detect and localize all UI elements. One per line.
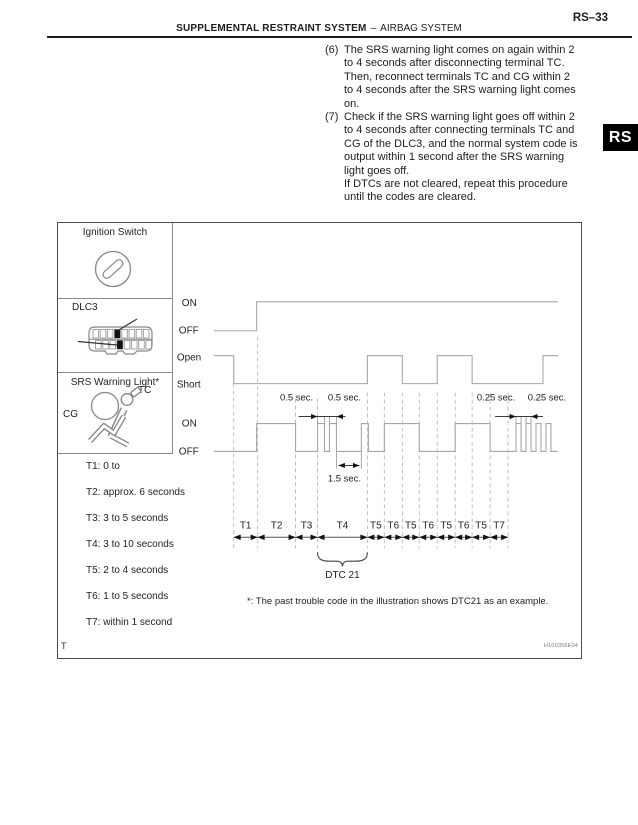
interval-definition: T1: 0 to	[86, 461, 120, 472]
measure-arrowhead	[510, 414, 516, 419]
dtc-label: DTC 21	[325, 570, 360, 582]
interval-arrowhead	[395, 534, 402, 540]
step-text	[344, 44, 576, 111]
cg-pointer-line	[78, 342, 117, 346]
interval-arrowhead	[251, 534, 258, 540]
dlc3-pins-bottom-row	[96, 341, 152, 350]
step-text-line: output within 1 second after the SRS warning	[344, 151, 565, 164]
ignition-switch-icon	[58, 243, 172, 298]
interval-label: T6	[457, 520, 470, 532]
dlc3-pin	[107, 330, 113, 339]
interval-arrowhead	[360, 534, 367, 540]
interval-arrowhead	[402, 534, 409, 540]
dlc3-pin	[129, 330, 135, 339]
dlc3-pin	[136, 330, 142, 339]
dlc3-pin	[146, 341, 152, 350]
dlc3-pin	[100, 330, 106, 339]
interval-definition: T3: 3 to 5 seconds	[86, 513, 169, 524]
interval-label: T5	[404, 520, 417, 532]
dlc3-pin	[132, 341, 138, 350]
dlc3-pin	[143, 330, 149, 339]
step-text	[344, 111, 578, 205]
duration-label: 0.25 sec.	[527, 392, 567, 404]
duration-label: 1.5 sec.	[327, 473, 362, 485]
dlc3-pin	[96, 341, 102, 350]
tc-pointer-line	[118, 319, 137, 331]
interval-label: T5	[440, 520, 453, 532]
interval-definition: T2: approx. 6 seconds	[86, 487, 185, 498]
interval-arrowhead	[412, 534, 419, 540]
interval-label: T4	[336, 520, 349, 532]
interval-label: T7	[493, 520, 505, 532]
panel-label-srs-warning-light: SRS Warning Light*	[70, 377, 160, 388]
interval-label: T6	[387, 520, 400, 532]
interval-arrowhead	[455, 534, 462, 540]
header-title-separator: –	[370, 23, 377, 34]
waveform-srs-warning-light	[214, 424, 558, 452]
section-tab: RS	[603, 124, 638, 151]
panel-ignition-switch	[58, 223, 172, 299]
interval-label: T3	[300, 520, 313, 532]
figure-code: H100356E04	[543, 643, 578, 649]
interval-arrowhead	[289, 534, 296, 540]
interval-definition: T6: 1 to 5 seconds	[86, 591, 169, 602]
measure-arrowhead	[353, 463, 359, 468]
step-number: (7)	[325, 111, 339, 124]
panel-label-ignition-switch: Ignition Switch	[82, 227, 148, 238]
interval-arrowhead	[311, 534, 318, 540]
panel-srs-warning-light	[58, 373, 172, 454]
corner-mark: T	[61, 641, 67, 651]
dlc3-pins-top-row	[93, 330, 149, 339]
dlc3-pin	[93, 330, 99, 339]
dlc3-pin	[124, 341, 130, 350]
step-text-line: CG of the DLC3, and the normal system code is	[344, 137, 578, 150]
step-text-line: to 4 seconds after the SRS warning light comes	[344, 84, 576, 97]
interval-definition: T4: 3 to 10 seconds	[86, 539, 174, 550]
cg-pin-label: CG	[63, 409, 78, 420]
signal-level-label: ON	[181, 418, 197, 430]
dlc3-connector-icon	[58, 299, 172, 372]
step-text-line: to 4 seconds after disconnecting terminal TC.	[344, 57, 565, 70]
interval-arrowhead	[296, 534, 303, 540]
step-text-line: The SRS warning light comes on again within 2	[344, 44, 575, 56]
signal-level-label: Open	[176, 352, 202, 364]
page-number: RS–33	[572, 12, 608, 24]
step-text-line: until the codes are cleared.	[344, 191, 477, 204]
interval-arrowhead	[419, 534, 426, 540]
waveform-dlc3-tc-cg-terminal	[214, 356, 558, 384]
step-number: (6)	[325, 44, 339, 56]
measure-arrowhead	[531, 414, 537, 419]
interval-arrowhead	[465, 534, 472, 540]
step-text-line: to 4 seconds after connecting terminals TC and	[344, 124, 575, 137]
step-text-line: on.	[344, 97, 360, 110]
interval-label: T5	[475, 520, 487, 532]
interval-arrowhead	[448, 534, 455, 540]
interval-label: T2	[270, 520, 283, 532]
interval-label: T6	[422, 520, 435, 532]
dtc-brace	[318, 552, 368, 566]
interval-arrowhead	[501, 534, 508, 540]
step-text-line: Check if the SRS warning light goes off within 2	[344, 111, 575, 124]
interval-arrowhead	[430, 534, 437, 540]
dlc3-pin	[139, 341, 145, 350]
duration-label: 0.5 sec.	[279, 392, 314, 404]
procedure-steps	[325, 44, 619, 205]
header-title-sub: AIRBAG SYSTEM	[380, 23, 462, 34]
interval-label: T5	[370, 520, 382, 532]
interval-label: T1	[239, 520, 252, 532]
tc-pin-label: TC	[138, 385, 152, 396]
interval-definitions	[86, 461, 185, 643]
interval-arrowhead	[472, 534, 479, 540]
duration-label: 0.25 sec.	[476, 392, 516, 404]
signal-level-label: ON	[181, 297, 197, 309]
legend-column	[58, 223, 173, 454]
measure-arrowhead	[336, 414, 342, 419]
panel-label-dlc3: DLC3	[72, 302, 98, 313]
tc-pin	[115, 330, 121, 339]
interval-arrowhead	[384, 534, 391, 540]
step-text-line: light goes off.	[344, 164, 410, 177]
procedure-step	[325, 44, 619, 111]
step-text-line: If DTCs are not cleared, repeat this procedure	[344, 178, 568, 191]
interval-arrowhead	[258, 534, 265, 540]
dlc3-pin	[122, 330, 128, 339]
figure-box	[57, 222, 582, 659]
interval-definition: T5: 2 to 4 seconds	[86, 565, 169, 576]
interval-arrowhead	[234, 534, 241, 540]
step-text-line: Then, reconnect terminals TC and CG within 2	[344, 70, 571, 83]
interval-arrowhead	[367, 534, 374, 540]
header-title	[0, 23, 638, 34]
dlc3-pin	[103, 341, 109, 350]
interval-arrowhead	[490, 534, 497, 540]
duration-label: 0.5 sec.	[327, 392, 362, 404]
figure-footnote: *: The past trouble code in the illustration shows DTC21 as an example.	[247, 596, 549, 607]
measure-arrowhead	[338, 463, 344, 468]
signal-level-label: OFF	[178, 446, 199, 458]
airbag-warning-icon	[58, 373, 172, 453]
cg-pin	[117, 341, 123, 350]
measure-arrowhead	[311, 414, 317, 419]
header-rule	[47, 36, 632, 38]
procedure-step	[325, 111, 619, 205]
interval-arrowhead	[483, 534, 490, 540]
interval-arrowhead	[437, 534, 444, 540]
waveform-ignition-switch	[214, 302, 558, 331]
header-title-main: SUPPLEMENTAL RESTRAINT SYSTEM	[176, 23, 367, 34]
interval-arrowhead	[377, 534, 384, 540]
signal-level-label: Short	[176, 379, 201, 391]
signal-level-label: OFF	[178, 325, 199, 337]
seated-person-outline	[90, 409, 128, 445]
interval-arrowhead	[318, 534, 325, 540]
interval-definition: T7: within 1 second	[86, 617, 173, 628]
